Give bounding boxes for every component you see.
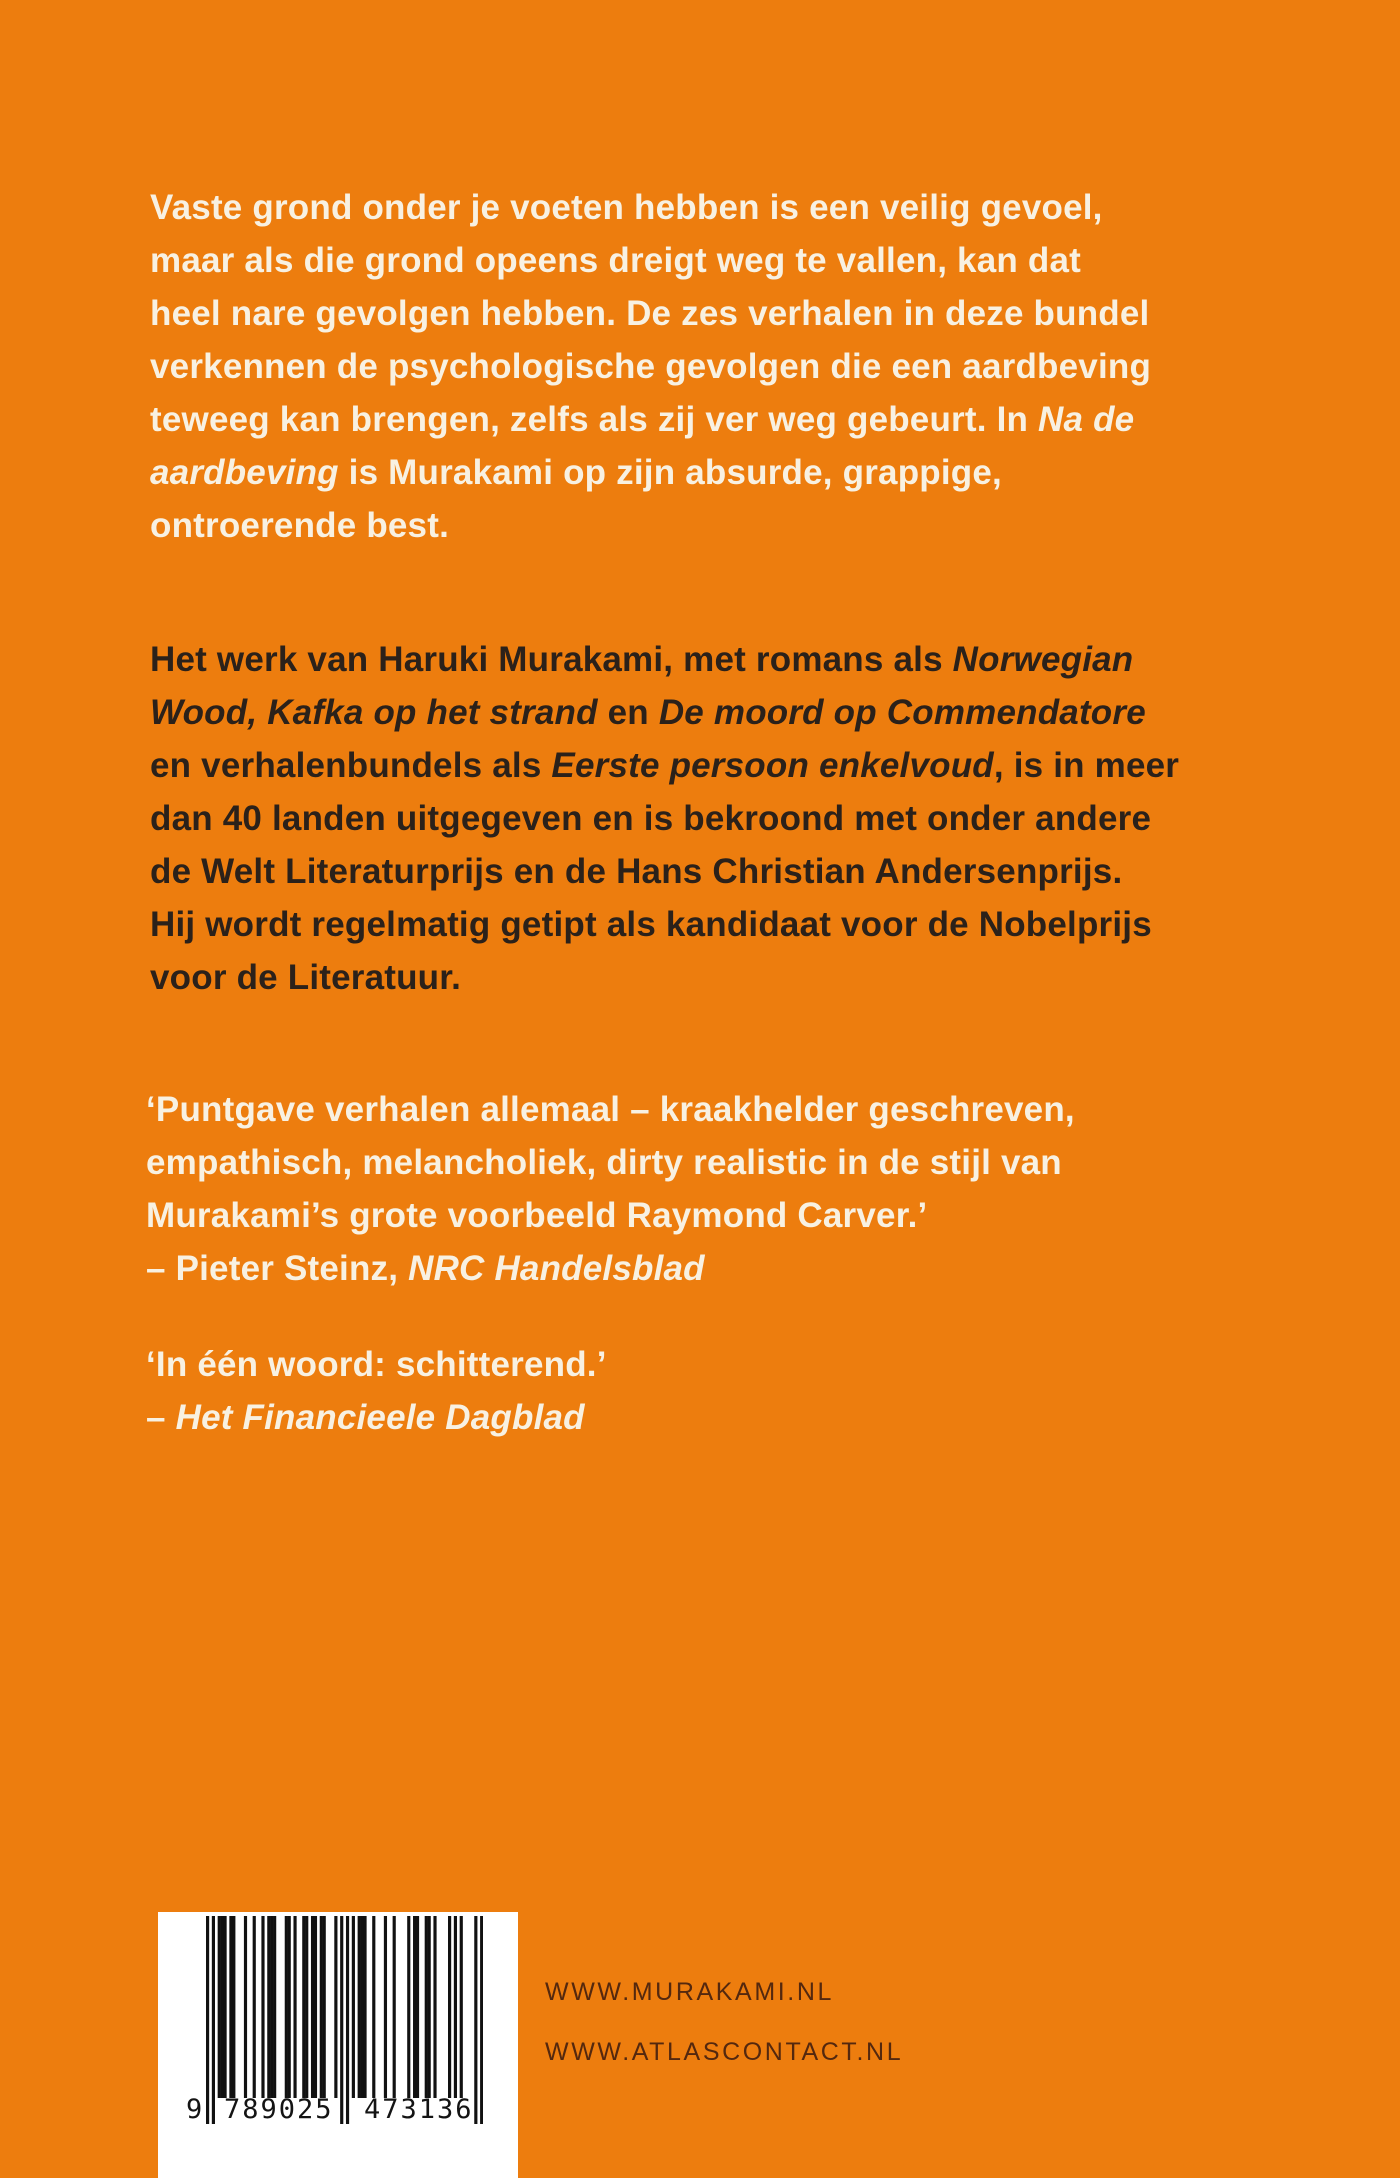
murakami-url: WWW.MURAKAMI.NL — [545, 1978, 834, 2006]
barcode-panel — [158, 1912, 518, 2178]
isbn-digits-right: 473136 — [364, 2094, 474, 2125]
isbn-number — [158, 2090, 518, 2130]
website-links — [545, 1975, 1065, 2095]
author-bio-paragraph: Het werk van Haruki Murakami, met romans als Norwegian Wood, Kafka op het strand en De moord op Commendatore en verhalenbundels als Eerste persoon enkelvoud, is in meer dan 40 landen uitgegeven en is bekroond met onder andere de Welt Literaturprijs en de Hans Christian Andersenprijs. Hij wordt regelmatig getipt als kandidaat voor de Nobelprijs voor de Literatuur. — [150, 640, 1180, 997]
isbn-digit-lead: 9 — [186, 2094, 205, 2125]
isbn-digits-left: 789025 — [224, 2094, 334, 2125]
blurb-paragraph: Vaste grond onder je voeten hebben is een veilig gevoel, maar als die grond opeens dreigt weg te vallen, kan dat heel nare gevolgen hebben. De zes verhalen in deze bundel verkennen de psychologische gevolgen die een aardbeving teweeg kan brengen, zelfs als zij ver weg gebeurt. In Na de aardbeving is Murakami op zijn absurde, grappige, ontroerende best. — [150, 188, 1152, 545]
atlascontact-url: WWW.ATLASCONTACT.NL — [545, 2038, 904, 2066]
review-quote-fd: ‘In één woord: schitterend.’ – Het Financieele Dagblad — [146, 1345, 607, 1437]
review-quote-nrc: ‘Puntgave verhalen allemaal – kraakhelder geschreven, empathisch, melancholiek, dirty realistic in de stijl van Murakami’s grote voorbeeld Raymond Carver.’ – Pieter Steinz, NRC Handelsblad — [146, 1090, 1075, 1288]
